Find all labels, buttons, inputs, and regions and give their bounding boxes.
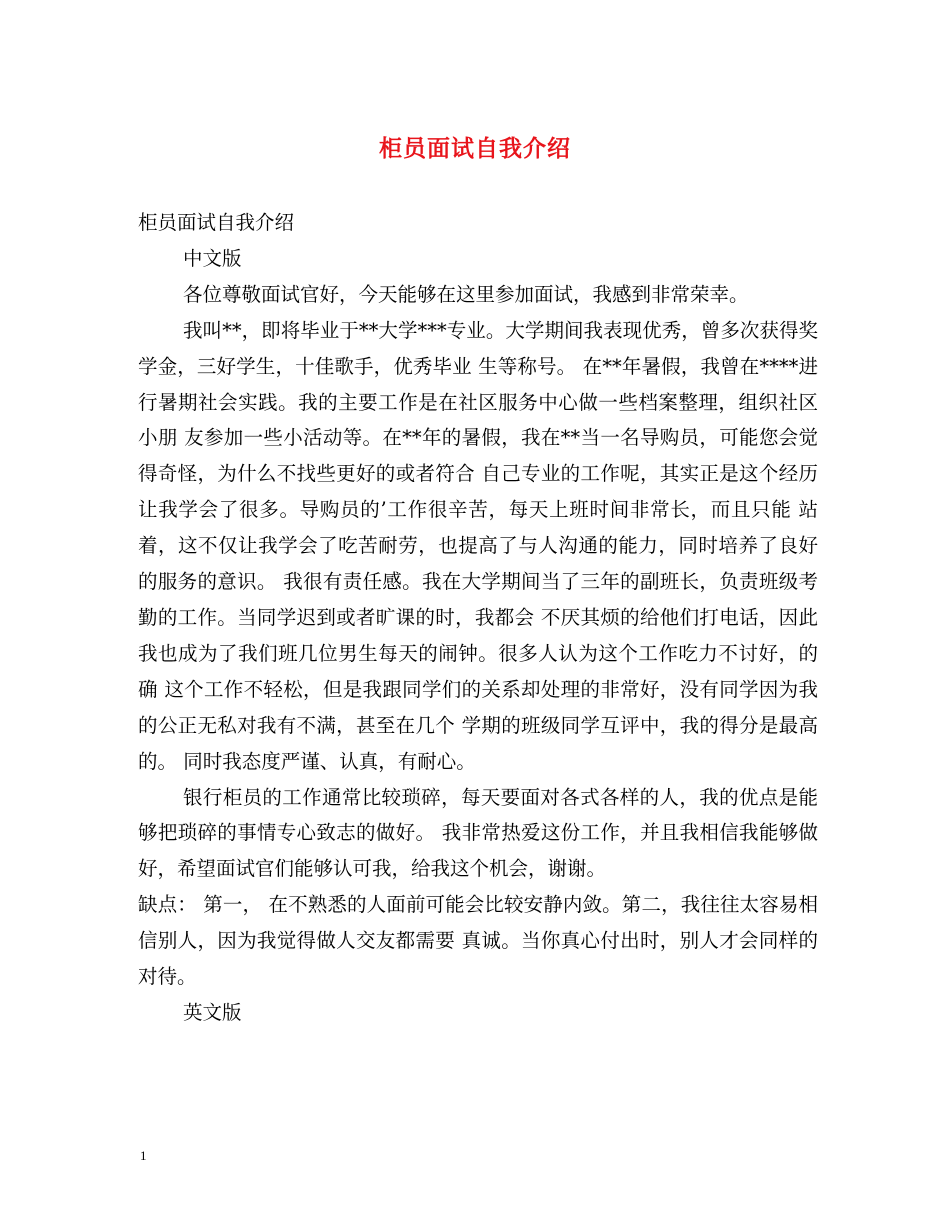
document-title: 柜员面试自我介绍	[379, 135, 571, 162]
paragraph-experience: 我叫**，即将毕业于**大学***专业。大学期间我表现优秀，曾多次获得奖学金，三好学生，十佳歌手，优秀毕业 生等称号。 在**年暑假，我曾在****进行暑期社会实践。我的主要工作是在社区服务中心做一些档案整理，组织社区小朋 友参加一些小活动等。在**年的暑假，我在**当一名导购员，可能您会觉得奇怪，为什么不找些更好的或者符合 自己专业的工作呢，其实正是这个经历让我学会了很多。导购员的’工作很辛苦，每天上班时间非常长，而且只能 站着，这不仅让我学会了吃苦耐劳，也提高了与人沟通的能力，同时培养了良好的服务的意识。 我很有责任感。我在大学期间当了三年的副班长，负责班级考勤的工作。当同学迟到或者旷课的时，我都会 不厌其烦的给他们打电话，因此我也成为了我们班几位男生每天的闹钟。很多人认为这个工作吃力不讨好，的确 这个工作不轻松，但是我跟同学们的关系却处理的非常好，没有同学因为我的公正无私对我有不满，甚至在几个 学期的班级同学互评中，我的得分是最高的。 同时我态度严谨、认真，有耐心。	[138, 318, 818, 773]
paragraph-greeting: 各位尊敬面试官好，今天能够在这里参加面试，我感到非常荣幸。	[183, 282, 749, 306]
document-body	[138, 205, 818, 1031]
paragraph-weaknesses: 缺点： 第一， 在不熟悉的人面前可能会比较安静内敛。第二，我往往太容易相信别人，因为我觉得做人交友都需要 真诚。当你真心付出时，别人才会同样的对待。	[138, 893, 818, 989]
page-number: 1	[140, 1148, 147, 1163]
document-heading: 柜员面试自我介绍	[138, 211, 295, 234]
section-english-label: 英文版	[183, 1000, 242, 1024]
section-chinese-label: 中文版	[183, 246, 242, 270]
paragraph-teller-work: 银行柜员的工作通常比较琐碎，每天要面对各式各样的人，我的优点是能 够把琐碎的事情专心致志的做好。 我非常热爱这份工作，并且我相信我能够做好，希望面试官们能够认可我，给我这个机会，谢谢。	[138, 785, 818, 881]
